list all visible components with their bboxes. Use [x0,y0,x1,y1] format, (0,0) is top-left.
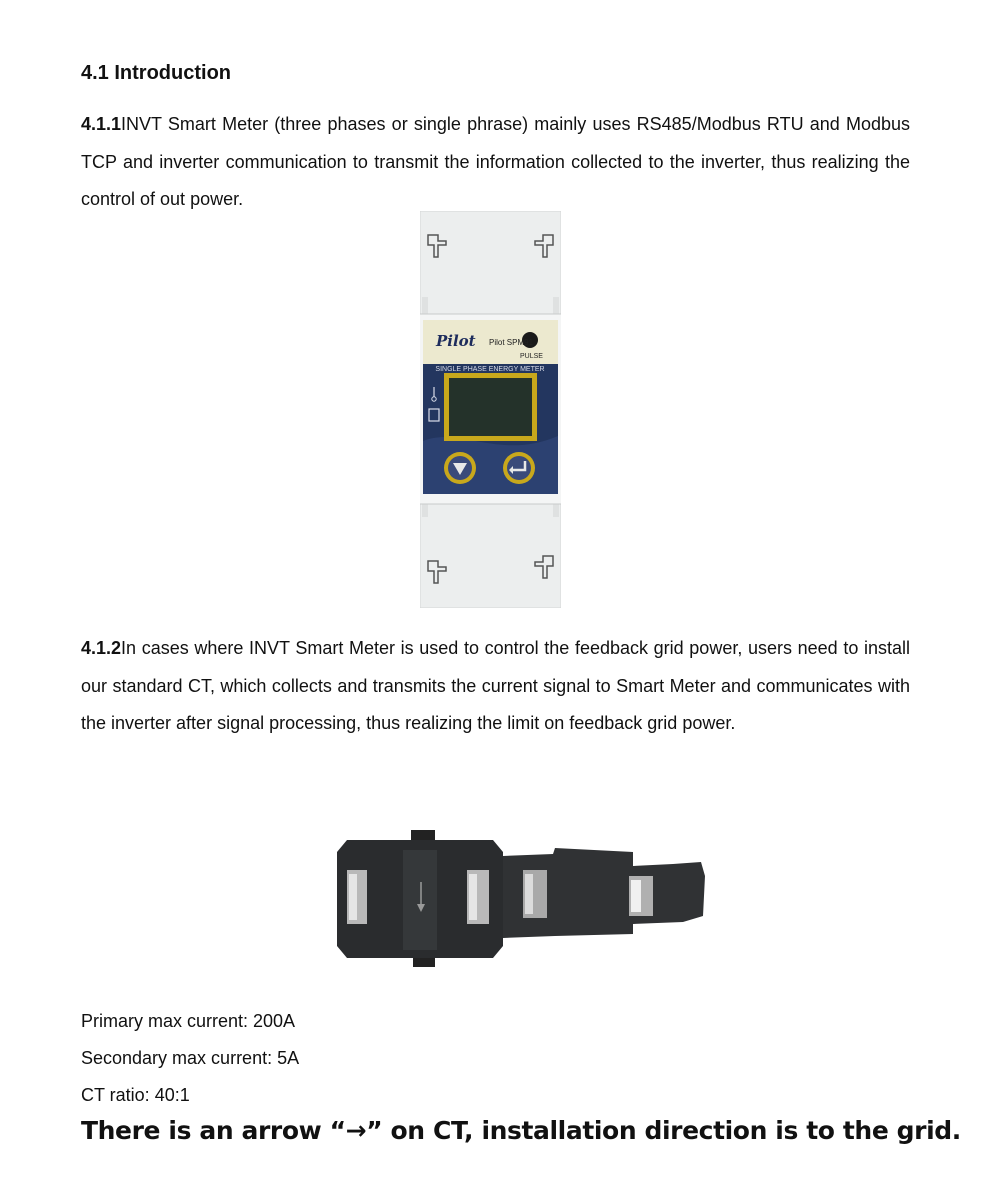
paragraph-text: INVT Smart Meter (three phases or single phrase) mainly uses RS485/Modbus RTU and Modbus TCP and inverter communication to transmit the information collected to the inverter, thus realizing the control of out power. [81,114,910,209]
meter-pulse-label: PULSE [520,353,543,360]
section-heading: 4.1 Introduction [81,62,231,84]
paragraph-number: 4.1.2 [81,638,122,658]
installation-note: There is an arrow “→” on CT, installation direction is to the grid. [81,1116,961,1145]
spec-secondary-current: Secondary max current: 5A [81,1048,300,1068]
meter-model: Pilot SPM91 [489,338,534,347]
meter-brand: Pilot [436,332,476,350]
smart-meter-image [420,211,561,608]
meter-caption: SINGLE PHASE ENERGY METER [435,366,545,373]
spec-ct-ratio: CT ratio: 40:1 [81,1085,190,1105]
paragraph-number: 4.1.1 [81,114,122,134]
paragraph-4-1-2 [81,630,910,743]
paragraph-4-1-1 [81,106,910,219]
paragraph-text: In cases where INVT Smart Meter is used to control the feedback grid power, users need to install our standard CT, which collects and transmits the current signal to Smart Meter and communicates with the inverter after signal processing, thus realizing the limit on feedback grid power. [81,638,910,733]
ct-clamp-image [333,826,705,971]
spec-primary-current: Primary max current: 200A [81,1011,296,1031]
